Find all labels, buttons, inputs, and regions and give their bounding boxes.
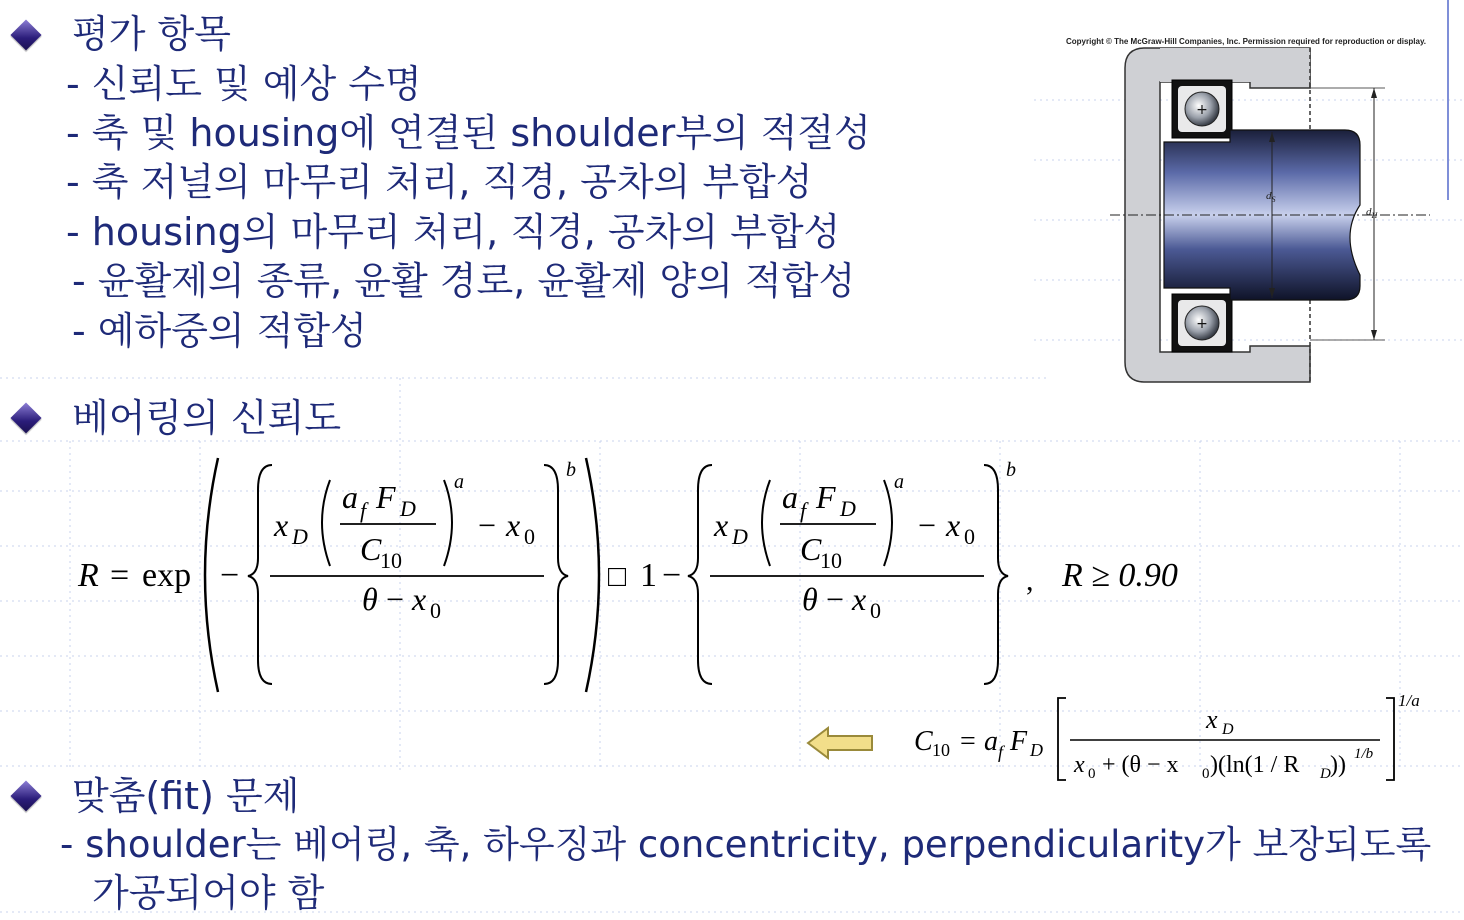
svg-text:F: F [376, 479, 396, 515]
svg-text:+: + [1196, 102, 1208, 118]
svg-text:=: = [960, 726, 976, 757]
svg-text:−: − [478, 507, 497, 543]
svg-text:a: a [894, 471, 904, 493]
svg-text:1: 1 [640, 557, 657, 594]
svg-text:a: a [342, 479, 358, 515]
svg-text:+ (θ − x: + (θ − x [1102, 752, 1179, 778]
svg-text:0: 0 [1202, 766, 1210, 782]
svg-text:D: D [1320, 766, 1331, 782]
svg-text:D: D [1030, 740, 1043, 760]
svg-text:f: f [360, 498, 367, 523]
svg-text:+: + [1196, 316, 1208, 332]
svg-text:R ≥ 0.90: R ≥ 0.90 [1062, 557, 1178, 594]
eq-minus: − [220, 557, 240, 594]
list-item: - 윤활제의 종류, 윤활 경로, 윤활제 양의 적합성 [72, 259, 856, 303]
eq-equals: = [110, 557, 130, 594]
list-item-continuation: 가공되어야 함 [92, 871, 325, 915]
label-ds: $d_S$ [1266, 190, 1276, 205]
figure-copyright: Copyright © The McGraw-Hill Companies, Inc. Permission required for reproduction or display. [1066, 37, 1427, 46]
svg-text:x: x [852, 581, 867, 617]
svg-text:x: x [506, 507, 521, 543]
svg-text:C: C [914, 726, 933, 757]
svg-text:10: 10 [380, 548, 402, 573]
svg-text:0: 0 [524, 524, 535, 549]
svg-text:D: D [732, 524, 748, 549]
svg-text:0: 0 [870, 598, 881, 623]
c10-equation [910, 688, 1430, 788]
list-item: - 예하중의 적합성 [72, 309, 367, 353]
svg-text:□: □ [608, 560, 627, 593]
svg-text:)): )) [1330, 752, 1346, 778]
svg-text:x: x [412, 581, 427, 617]
bearing-figure [1060, 30, 1440, 390]
svg-text:D: D [1222, 721, 1234, 738]
svg-text:F: F [816, 479, 836, 515]
svg-text:x: x [714, 507, 729, 543]
svg-text:F: F [1010, 726, 1028, 757]
svg-text:x: x [274, 507, 289, 543]
list-item: - 축 저널의 마무리 처리, 직경, 공차의 부합성 [66, 160, 813, 204]
svg-text:C: C [800, 531, 822, 567]
svg-text:−: − [826, 581, 845, 617]
svg-text:f: f [800, 498, 807, 523]
svg-text:0: 0 [1088, 766, 1096, 782]
svg-text:b: b [1006, 459, 1016, 481]
slide-edge-bar [1447, 0, 1449, 200]
label-dh: $d_H$ [1366, 206, 1378, 221]
svg-text:1/a: 1/a [1398, 691, 1420, 710]
svg-text:−: − [918, 507, 937, 543]
svg-text:−: − [662, 557, 682, 594]
list-item: - housing의 마무리 처리, 직경, 공차의 부합성 [66, 210, 841, 254]
reliability-equation [60, 450, 1240, 700]
svg-text:,: , [1026, 564, 1034, 597]
list-item: - 축 및 housing에 연결된 shoulder부의 적절성 [66, 111, 871, 155]
svg-text:x: x [1074, 752, 1085, 778]
svg-text:−: − [386, 581, 405, 617]
svg-text:x: x [1206, 705, 1218, 734]
svg-text:f: f [998, 742, 1004, 762]
svg-text:C: C [360, 531, 382, 567]
svg-text:a: a [454, 471, 464, 493]
eq-exp: exp [142, 557, 192, 594]
svg-text:1/b: 1/b [1354, 746, 1374, 762]
svg-text:x: x [946, 507, 961, 543]
svg-text:D: D [292, 524, 308, 549]
section-heading-fit: 맞춤(fit) 문제 [72, 774, 300, 818]
section-heading-reliability: 베어링의 신뢰도 [72, 396, 342, 440]
eq-lhs: R [78, 557, 99, 594]
svg-text:0: 0 [964, 524, 975, 549]
svg-text:)(ln(1 / R: )(ln(1 / R [1210, 752, 1300, 778]
svg-text:10: 10 [932, 740, 950, 760]
svg-text:0: 0 [430, 598, 441, 623]
svg-text:b: b [566, 459, 576, 481]
list-item: - 신뢰도 및 예상 수명 [66, 62, 422, 106]
svg-text:θ: θ [362, 581, 378, 617]
svg-text:D: D [840, 496, 856, 521]
svg-text:a: a [984, 726, 998, 757]
left-arrow-icon [806, 726, 876, 760]
section-heading-evaluation: 평가 항목 [72, 12, 231, 56]
svg-text:θ: θ [802, 581, 818, 617]
svg-text:10: 10 [820, 548, 842, 573]
list-item: - shoulder는 베어링, 축, 하우징과 concentricity, perpendicularity가 보장되도록 [60, 823, 1432, 866]
svg-text:a: a [782, 479, 798, 515]
svg-text:D: D [400, 496, 416, 521]
